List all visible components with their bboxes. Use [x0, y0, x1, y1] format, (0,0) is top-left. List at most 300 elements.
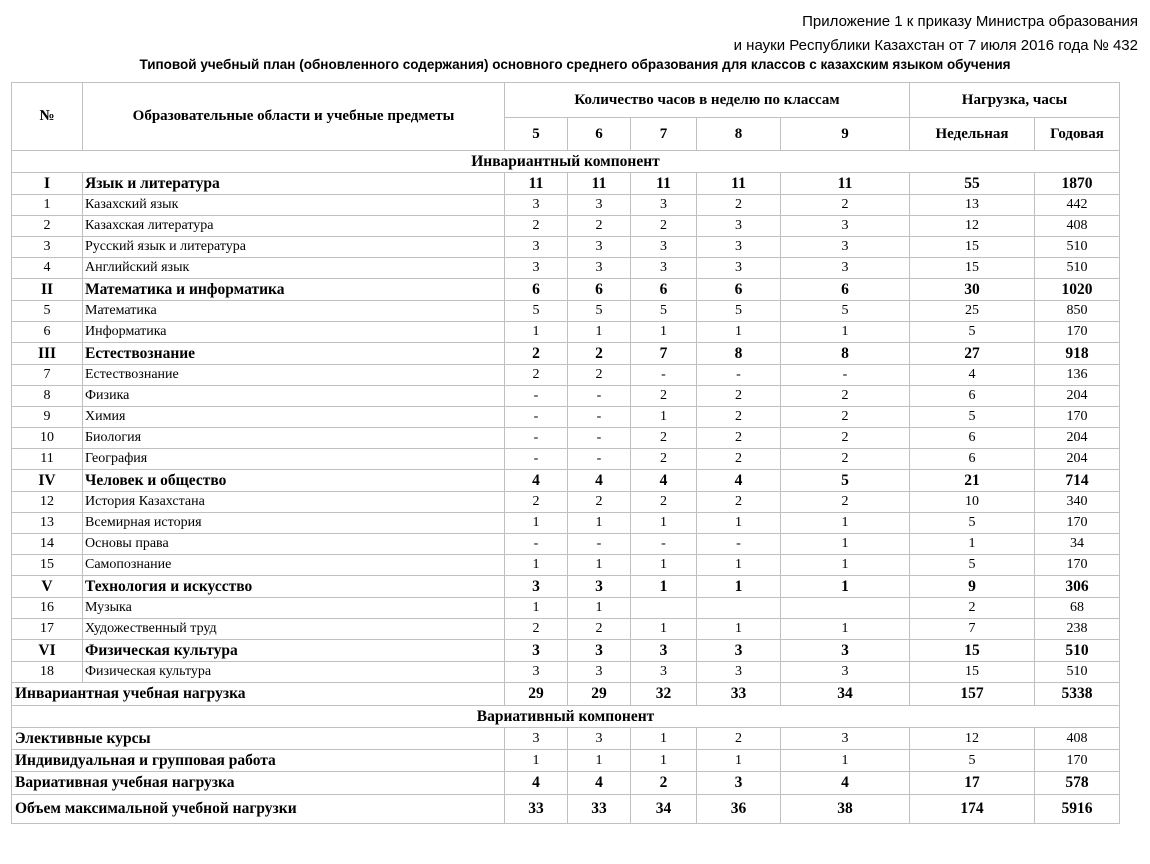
hours-cell: 5: [781, 470, 910, 492]
subject-name: Художественный труд: [83, 619, 505, 640]
subject-area-row: [12, 173, 1120, 195]
weekly-load-cell: 157: [910, 683, 1035, 706]
hours-cell: 11: [781, 173, 910, 195]
hours-cell: 3: [781, 640, 910, 662]
grade-header: 7: [631, 118, 697, 151]
weekly-load-cell: 7: [910, 619, 1035, 640]
hours-cell: -: [505, 386, 568, 407]
hours-cell: 33: [505, 795, 568, 824]
weekly-load-cell: 4: [910, 365, 1035, 386]
row-number: 18: [12, 662, 83, 683]
hours-cell: -: [505, 428, 568, 449]
load-yearly-header: Годовая: [1035, 118, 1120, 151]
yearly-load-cell: 170: [1035, 555, 1120, 576]
hours-cell: 3: [568, 576, 631, 598]
subject-area-row: [12, 576, 1120, 598]
hours-cell: 2: [697, 386, 781, 407]
hours-cell: 2: [631, 428, 697, 449]
hours-cell: 3: [568, 195, 631, 216]
hours-cell: 2: [568, 216, 631, 237]
subject-name: Физика: [83, 386, 505, 407]
yearly-load-cell: 204: [1035, 449, 1120, 470]
hours-cell: 1: [781, 750, 910, 772]
hours-cell: 1: [781, 322, 910, 343]
hours-cell: 3: [568, 258, 631, 279]
column-header-load: Нагрузка, часы: [910, 83, 1120, 118]
subject-row: [12, 513, 1120, 534]
subject-name: Естествознание: [83, 365, 505, 386]
hours-cell: 4: [631, 470, 697, 492]
subject-name: Информатика: [83, 322, 505, 343]
subject-row: [12, 428, 1120, 449]
yearly-load-cell: 170: [1035, 750, 1120, 772]
hours-cell: -: [631, 534, 697, 555]
column-header-subject: Образовательные области и учебные предметы: [83, 83, 505, 151]
hours-cell: 2: [631, 772, 697, 795]
hours-cell: 3: [781, 728, 910, 750]
row-number: 10: [12, 428, 83, 449]
hours-cell: 3: [631, 195, 697, 216]
hours-cell: 1: [505, 598, 568, 619]
subject-area-name: Технология и искусство: [83, 576, 505, 598]
hours-cell: 3: [505, 237, 568, 258]
row-number: 2: [12, 216, 83, 237]
hours-cell: 2: [781, 386, 910, 407]
subject-row: [12, 662, 1120, 683]
hours-cell: 3: [505, 640, 568, 662]
subject-name: Физическая культура: [83, 662, 505, 683]
hours-cell: 3: [631, 237, 697, 258]
hours-cell: 3: [697, 772, 781, 795]
hours-cell: 3: [697, 662, 781, 683]
yearly-load-cell: 170: [1035, 407, 1120, 428]
hours-cell: 3: [781, 662, 910, 683]
hours-cell: 1: [568, 513, 631, 534]
weekly-load-cell: 55: [910, 173, 1035, 195]
grade-header: 6: [568, 118, 631, 151]
hours-cell: 1: [631, 576, 697, 598]
hours-cell: 2: [505, 492, 568, 513]
yearly-load-cell: 238: [1035, 619, 1120, 640]
weekly-load-cell: 10: [910, 492, 1035, 513]
hours-cell: 5: [631, 301, 697, 322]
yearly-load-cell: 340: [1035, 492, 1120, 513]
weekly-load-cell: 21: [910, 470, 1035, 492]
hours-cell: 1: [505, 555, 568, 576]
row-number: 8: [12, 386, 83, 407]
hours-cell: 2: [505, 216, 568, 237]
header-line-1: Приложение 1 к приказу Министра образования: [802, 13, 1138, 30]
hours-cell: -: [505, 534, 568, 555]
row-number: 6: [12, 322, 83, 343]
hours-cell: 2: [697, 492, 781, 513]
hours-cell: 1: [631, 322, 697, 343]
hours-cell: -: [697, 534, 781, 555]
hours-cell: 4: [505, 772, 568, 795]
hours-cell: 2: [505, 343, 568, 365]
variative-total-row: [12, 772, 1120, 795]
hours-cell: 1: [781, 576, 910, 598]
invariant-total-row: [12, 683, 1120, 706]
subject-row: [12, 598, 1120, 619]
hours-cell: [631, 598, 697, 619]
hours-cell: 3: [568, 640, 631, 662]
section-variative: Вариативный компонент: [12, 706, 1120, 728]
hours-cell: -: [568, 449, 631, 470]
subject-name: Казахская литература: [83, 216, 505, 237]
hours-cell: [781, 598, 910, 619]
hours-cell: 5: [697, 301, 781, 322]
row-number: III: [12, 343, 83, 365]
row-number: 7: [12, 365, 83, 386]
hours-cell: 1: [631, 555, 697, 576]
weekly-load-cell: 13: [910, 195, 1035, 216]
hours-cell: -: [568, 386, 631, 407]
hours-cell: -: [568, 407, 631, 428]
hours-cell: 1: [505, 750, 568, 772]
hours-cell: 4: [505, 470, 568, 492]
yearly-load-cell: 918: [1035, 343, 1120, 365]
subject-row: [12, 216, 1120, 237]
hours-cell: 3: [697, 258, 781, 279]
hours-cell: 2: [505, 619, 568, 640]
variative-label: Элективные курсы: [12, 728, 505, 750]
hours-cell: 4: [568, 772, 631, 795]
hours-cell: 3: [781, 258, 910, 279]
hours-cell: 3: [505, 662, 568, 683]
weekly-load-cell: 12: [910, 216, 1035, 237]
hours-cell: 2: [697, 407, 781, 428]
row-number: 3: [12, 237, 83, 258]
variative-row: [12, 728, 1120, 750]
row-number: VI: [12, 640, 83, 662]
hours-cell: 2: [781, 195, 910, 216]
grade-header: 9: [781, 118, 910, 151]
hours-cell: -: [781, 365, 910, 386]
weekly-load-cell: 6: [910, 386, 1035, 407]
subject-row: [12, 449, 1120, 470]
weekly-load-cell: 6: [910, 428, 1035, 449]
hours-cell: 1: [631, 619, 697, 640]
weekly-load-cell: 174: [910, 795, 1035, 824]
weekly-load-cell: 25: [910, 301, 1035, 322]
weekly-load-cell: 15: [910, 662, 1035, 683]
hours-cell: 7: [631, 343, 697, 365]
yearly-load-cell: 204: [1035, 428, 1120, 449]
subject-row: [12, 386, 1120, 407]
hours-cell: 5: [781, 301, 910, 322]
hours-cell: 3: [505, 195, 568, 216]
weekly-load-cell: 15: [910, 640, 1035, 662]
weekly-load-cell: 5: [910, 407, 1035, 428]
subject-name: География: [83, 449, 505, 470]
hours-cell: 2: [568, 619, 631, 640]
hours-cell: 1: [781, 534, 910, 555]
subject-row: [12, 301, 1120, 322]
hours-cell: 32: [631, 683, 697, 706]
total-label: Инвариантная учебная нагрузка: [12, 683, 505, 706]
subject-row: [12, 322, 1120, 343]
hours-cell: 1: [781, 555, 910, 576]
total-label: Вариативная учебная нагрузка: [12, 772, 505, 795]
total-label: Объем максимальной учебной нагрузки: [12, 795, 505, 824]
subject-area-row: [12, 470, 1120, 492]
hours-cell: 1: [697, 322, 781, 343]
row-number: V: [12, 576, 83, 598]
subject-area-name: Человек и общество: [83, 470, 505, 492]
hours-cell: 4: [568, 470, 631, 492]
hours-cell: 1: [697, 619, 781, 640]
hours-cell: 3: [631, 258, 697, 279]
hours-cell: 2: [781, 492, 910, 513]
row-number: 13: [12, 513, 83, 534]
yearly-load-cell: 1870: [1035, 173, 1120, 195]
hours-cell: 1: [568, 322, 631, 343]
weekly-load-cell: 15: [910, 237, 1035, 258]
yearly-load-cell: 68: [1035, 598, 1120, 619]
weekly-load-cell: 5: [910, 750, 1035, 772]
hours-cell: -: [505, 407, 568, 428]
hours-cell: 1: [505, 513, 568, 534]
subject-row: [12, 195, 1120, 216]
hours-cell: 2: [697, 449, 781, 470]
subject-name: Основы права: [83, 534, 505, 555]
weekly-load-cell: 27: [910, 343, 1035, 365]
hours-cell: 2: [781, 449, 910, 470]
weekly-load-cell: 6: [910, 449, 1035, 470]
yearly-load-cell: 850: [1035, 301, 1120, 322]
hours-cell: 2: [781, 407, 910, 428]
subject-row: [12, 365, 1120, 386]
hours-cell: 1: [631, 728, 697, 750]
hours-cell: 2: [631, 386, 697, 407]
hours-cell: 2: [781, 428, 910, 449]
hours-cell: 3: [781, 216, 910, 237]
hours-cell: 3: [697, 640, 781, 662]
hours-cell: 3: [568, 237, 631, 258]
hours-cell: 6: [631, 279, 697, 301]
hours-cell: 34: [631, 795, 697, 824]
column-header-hours: Количество часов в неделю по классам: [505, 83, 910, 118]
row-number: 14: [12, 534, 83, 555]
grade-header: 5: [505, 118, 568, 151]
hours-cell: -: [568, 428, 631, 449]
yearly-load-cell: 510: [1035, 237, 1120, 258]
hours-cell: 3: [631, 662, 697, 683]
hours-cell: 2: [631, 449, 697, 470]
yearly-load-cell: 5338: [1035, 683, 1120, 706]
max-total-row: [12, 795, 1120, 824]
hours-cell: 2: [568, 492, 631, 513]
subject-name: Всемирная история: [83, 513, 505, 534]
hours-cell: 3: [505, 728, 568, 750]
row-number: IV: [12, 470, 83, 492]
hours-cell: -: [631, 365, 697, 386]
hours-cell: 29: [505, 683, 568, 706]
hours-cell: 1: [568, 555, 631, 576]
yearly-load-cell: 510: [1035, 662, 1120, 683]
subject-name: Казахский язык: [83, 195, 505, 216]
yearly-load-cell: 170: [1035, 513, 1120, 534]
hours-cell: 3: [505, 576, 568, 598]
weekly-load-cell: 12: [910, 728, 1035, 750]
subject-name: Русский язык и литература: [83, 237, 505, 258]
hours-cell: 33: [568, 795, 631, 824]
hours-cell: 2: [631, 492, 697, 513]
document-title: Типовой учебный план (обновленного содержания) основного среднего образования для классов с казахским языком обучения: [139, 57, 1011, 72]
row-number: 16: [12, 598, 83, 619]
yearly-load-cell: 34: [1035, 534, 1120, 555]
yearly-load-cell: 442: [1035, 195, 1120, 216]
subject-area-name: Естествознание: [83, 343, 505, 365]
load-weekly-header: Недельная: [910, 118, 1035, 151]
weekly-load-cell: 9: [910, 576, 1035, 598]
subject-area-name: Физическая культура: [83, 640, 505, 662]
yearly-load-cell: 306: [1035, 576, 1120, 598]
weekly-load-cell: 5: [910, 555, 1035, 576]
hours-cell: 8: [781, 343, 910, 365]
yearly-load-cell: 204: [1035, 386, 1120, 407]
hours-cell: 1: [697, 513, 781, 534]
hours-cell: 1: [631, 513, 697, 534]
hours-cell: 2: [568, 365, 631, 386]
subject-row: [12, 534, 1120, 555]
hours-cell: -: [568, 534, 631, 555]
yearly-load-cell: 1020: [1035, 279, 1120, 301]
row-number: I: [12, 173, 83, 195]
hours-cell: 3: [781, 237, 910, 258]
hours-cell: -: [697, 365, 781, 386]
header-line-2: и науки Республики Казахстан от 7 июля 2016 года № 432: [733, 37, 1138, 54]
hours-cell: 2: [568, 343, 631, 365]
hours-cell: 11: [697, 173, 781, 195]
hours-cell: 1: [781, 513, 910, 534]
hours-cell: 1: [568, 598, 631, 619]
yearly-load-cell: 510: [1035, 258, 1120, 279]
subject-area-name: Язык и литература: [83, 173, 505, 195]
hours-cell: 5: [505, 301, 568, 322]
weekly-load-cell: 5: [910, 513, 1035, 534]
hours-cell: 38: [781, 795, 910, 824]
row-number: 15: [12, 555, 83, 576]
weekly-load-cell: 2: [910, 598, 1035, 619]
hours-cell: 6: [568, 279, 631, 301]
hours-cell: 8: [697, 343, 781, 365]
hours-cell: 1: [631, 407, 697, 428]
hours-cell: 29: [568, 683, 631, 706]
row-number: 1: [12, 195, 83, 216]
yearly-load-cell: 714: [1035, 470, 1120, 492]
hours-cell: 3: [568, 662, 631, 683]
weekly-load-cell: 30: [910, 279, 1035, 301]
subject-name: Химия: [83, 407, 505, 428]
hours-cell: 6: [697, 279, 781, 301]
hours-cell: 1: [631, 750, 697, 772]
row-number: 4: [12, 258, 83, 279]
hours-cell: 2: [697, 728, 781, 750]
hours-cell: 11: [631, 173, 697, 195]
grade-header: 8: [697, 118, 781, 151]
variative-label: Индивидуальная и групповая работа: [12, 750, 505, 772]
weekly-load-cell: 5: [910, 322, 1035, 343]
yearly-load-cell: 510: [1035, 640, 1120, 662]
hours-cell: 1: [781, 619, 910, 640]
hours-cell: 2: [697, 195, 781, 216]
row-number: 17: [12, 619, 83, 640]
weekly-load-cell: 15: [910, 258, 1035, 279]
yearly-load-cell: 408: [1035, 728, 1120, 750]
column-header-number: №: [12, 83, 83, 151]
hours-cell: 2: [697, 428, 781, 449]
row-number: 12: [12, 492, 83, 513]
hours-cell: 1: [568, 750, 631, 772]
subject-area-row: [12, 343, 1120, 365]
subject-row: [12, 407, 1120, 428]
hours-cell: 11: [505, 173, 568, 195]
row-number: 9: [12, 407, 83, 428]
hours-cell: 3: [505, 258, 568, 279]
hours-cell: 1: [697, 750, 781, 772]
hours-cell: 4: [697, 470, 781, 492]
section-invariant: Инвариантный компонент: [12, 151, 1120, 173]
hours-cell: 6: [781, 279, 910, 301]
subject-name: Английский язык: [83, 258, 505, 279]
subject-row: [12, 619, 1120, 640]
hours-cell: 1: [697, 576, 781, 598]
subject-name: История Казахстана: [83, 492, 505, 513]
weekly-load-cell: 17: [910, 772, 1035, 795]
hours-cell: 34: [781, 683, 910, 706]
hours-cell: [697, 598, 781, 619]
hours-cell: 2: [505, 365, 568, 386]
hours-cell: 36: [697, 795, 781, 824]
hours-cell: 6: [505, 279, 568, 301]
row-number: 5: [12, 301, 83, 322]
hours-cell: -: [505, 449, 568, 470]
variative-row: [12, 750, 1120, 772]
subject-area-row: [12, 279, 1120, 301]
subject-name: Музыка: [83, 598, 505, 619]
hours-cell: 11: [568, 173, 631, 195]
hours-cell: 3: [631, 640, 697, 662]
subject-area-row: [12, 640, 1120, 662]
subject-area-name: Математика и информатика: [83, 279, 505, 301]
curriculum-table: [11, 82, 1120, 824]
hours-cell: 3: [697, 237, 781, 258]
row-number: 11: [12, 449, 83, 470]
subject-row: [12, 555, 1120, 576]
hours-cell: 1: [505, 322, 568, 343]
subject-row: [12, 258, 1120, 279]
subject-row: [12, 237, 1120, 258]
hours-cell: 4: [781, 772, 910, 795]
yearly-load-cell: 5916: [1035, 795, 1120, 824]
yearly-load-cell: 578: [1035, 772, 1120, 795]
subject-name: Математика: [83, 301, 505, 322]
hours-cell: 5: [568, 301, 631, 322]
hours-cell: 3: [697, 216, 781, 237]
row-number: II: [12, 279, 83, 301]
hours-cell: 3: [568, 728, 631, 750]
subject-name: Самопознание: [83, 555, 505, 576]
subject-name: Биология: [83, 428, 505, 449]
hours-cell: 33: [697, 683, 781, 706]
weekly-load-cell: 1: [910, 534, 1035, 555]
hours-cell: 2: [631, 216, 697, 237]
yearly-load-cell: 170: [1035, 322, 1120, 343]
yearly-load-cell: 136: [1035, 365, 1120, 386]
subject-row: [12, 492, 1120, 513]
